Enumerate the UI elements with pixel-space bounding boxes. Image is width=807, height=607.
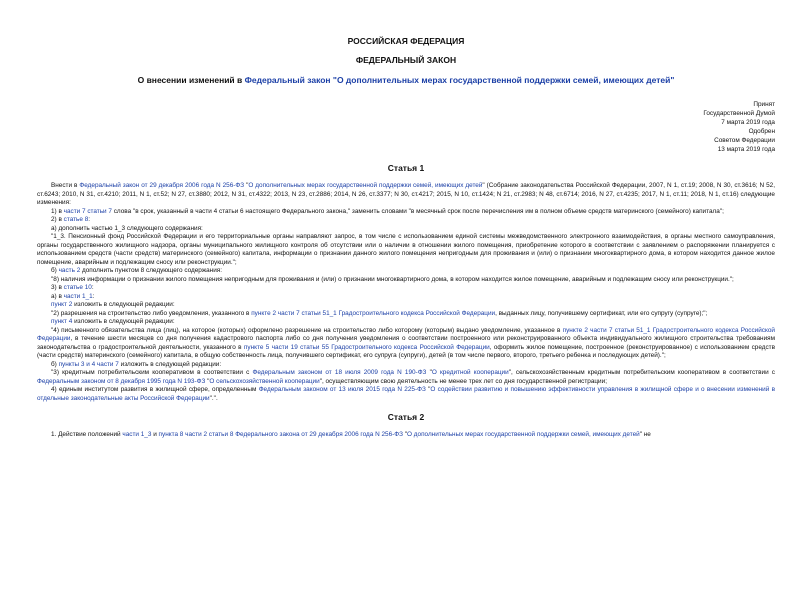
law-link[interactable]: пункта 8 части 2 статьи 8 Федерального закона от 29 декабря 2006 года N 256-ФЗ — [158, 431, 403, 438]
law-link[interactable]: пункте 5 части 19 статьи 55 Градостроительного кодекса Российской Федерации — [243, 343, 490, 351]
law-link[interactable]: части 1_3 — [122, 431, 152, 438]
law-document — [0, 36, 807, 607]
accepted-line: Государственной Думой — [703, 110, 775, 117]
law-link[interactable]: Федеральный закон от 29 декабря 2006 года N 256-ФЗ — [79, 182, 245, 189]
federation-heading: РОССИЙСКАЯ ФЕДЕРАЦИЯ — [347, 36, 465, 46]
adoption-info — [37, 100, 775, 154]
paragraph: 3) в статье 10: — [51, 284, 94, 291]
paragraph: 4) единым институтом развития в жилищной сфере, определенным Федеральным законом от 13 июля 2015 года N 225-ФЗ "О содействии развитию и повышению эффективности управления в жилищной сфере и о внесении изменений в отдельные законодательные акты Российской Федерации".". — [37, 386, 776, 402]
law-link[interactable]: Федеральным законом от 8 декабря 1995 года N 193-ФЗ — [37, 377, 206, 385]
law-link[interactable]: О содействии развитию и повышению эффективности управления в жилищной сфере и о внесении изменений в отдельные законодательные акты Российской Федерации — [37, 386, 776, 402]
law-link[interactable]: пункт 4 — [51, 318, 73, 325]
title-law-link[interactable]: Федеральный закон "О дополнительных мерах государственной поддержки семей, имеющих детей" — [244, 75, 675, 85]
article-2-heading: Статья 2 — [387, 412, 425, 422]
accepted-line: Советом Федерации — [714, 137, 775, 144]
accepted-line: 13 марта 2019 года — [717, 146, 775, 153]
paragraph: а) в части 1_1: — [51, 292, 95, 300]
law-link[interactable]: пункты 3 и 4 части 7 — [58, 360, 119, 368]
law-link[interactable]: Федеральным законом от 13 июля 2015 года N 225-ФЗ — [258, 386, 426, 393]
paragraph: Внести в Федеральный закон от 29 декабря 2006 года N 256-ФЗ "О дополнительных мерах государственной поддержки семей, имеющих детей" (Собрание законодательства Российской Федерации, 2007, N 1, ст.19; 2008, N 30, ст.3616; N 52, ст.6243; 2010, N 31, ст.4210; 2011, N 1, ст.52; N 27, ст.3880; 2012, N 31, ст.4322; 2013, N 23, ст.2886; 2014, N 26, ст.3377; N 30, ст.4217; 2015, N 10, ст.1424; N 21, ст.2983; N 48, ст.6714; 2016, N 27, ст.4235; 2017, N 1, ст.11; 2018, N 1, ст.16) следующие изменения: — [37, 182, 775, 206]
law-link[interactable]: О дополнительных мерах государственной поддержки семей, имеющих детей — [407, 431, 640, 438]
document-title: О внесении изменений в Федеральный закон "О дополнительных мерах государственной поддержки семей, имеющих детей" — [137, 75, 675, 85]
paragraph: 1) в части 7 статьи 7 слова "в срок, указанный в части 4 статьи 6 настоящего Федерального закона," заменить словами "в месячный срок после перечисления им в полном объеме средств материнского (семейного) капитала"; — [51, 207, 724, 215]
law-link[interactable]: статье 8 — [63, 216, 89, 223]
law-link[interactable]: О кредитной кооперации — [431, 369, 509, 376]
law-link[interactable]: пункте 2 части 7 статьи 51_1 Градостроительного кодекса Российской Федерации — [251, 309, 496, 317]
law-link[interactable]: О сельскохозяйственной кооперации — [209, 377, 320, 385]
paragraph: "4) письменного обязательства лица (лиц), на которое (которых) оформлено разрешение на строительство либо которому (которым) выдано уведомление, указанное в пункте 2 части 7 статьи 51_1 Градостроительного кодекса Российской Федерации, в течение шести месяцев со дня получения кадастрового паспорта либо со дня получения уведомления о соответствии построенного или реконструированного объекта индивидуального жилищного строительства требованиям законодательства о градостроительной деятельности, указанного в пункте 5 части 19 статьи 55 Градостроительного кодекса Российской Федерации, оформить жилое помещение, построенное (реконструированное) с использованием средств (части средств) материнского (семейного) капитала, в общую собственность лица, получившего сертификат, его супруга (супруги), детей (в том числе первого, второго, третьего ребенка и последующих детей)."; — [37, 326, 775, 359]
law-link[interactable]: Федеральным законом от 18 июля 2009 года N 190-ФЗ — [252, 369, 427, 376]
law-link[interactable]: части 7 статьи 7 — [63, 207, 112, 215]
paragraph: а) дополнить частью 1_3 следующего содержания: — [51, 224, 203, 232]
paragraph: 1. Действие положений части 1_3 и пункта 8 части 2 статьи 8 Федерального закона от 29 декабря 2006 года N 256-ФЗ "О дополнительных мерах государственной поддержки семей, имеющих детей" не — [51, 431, 651, 438]
paragraph: "2) разрешения на строительство либо уведомления, указанного в пункте 2 части 7 статьи 51_1 Градостроительного кодекса Российской Федерации, выданных лицу, получившему сертификат, или его супругу (супруге);"; — [51, 309, 708, 317]
accepted-line: Одобрен — [748, 128, 775, 135]
law-link[interactable]: пункт 2 — [51, 301, 73, 308]
article-1-heading: Статья 1 — [387, 163, 425, 173]
paragraph: пункт 4 изложить в следующей редакции: — [51, 318, 175, 325]
law-link[interactable]: статье 10 — [63, 284, 92, 291]
law-link[interactable]: часть 2 — [58, 267, 81, 274]
accepted-line: Принят — [753, 101, 775, 108]
paragraph: 2) в статье 8: — [51, 216, 91, 223]
law-link[interactable]: пункте 2 части 7 статьи 51_1 Градостроительного кодекса Российской Федерации — [37, 326, 775, 342]
paragraph: пункт 2 изложить в следующей редакции: — [51, 301, 175, 308]
accepted-line: 7 марта 2019 года — [721, 119, 775, 126]
paragraph: б) пункты 3 и 4 части 7 изложить в следующей редакции: — [51, 360, 222, 368]
law-type-heading: ФЕДЕРАЛЬНЫЙ ЗАКОН — [355, 55, 457, 65]
paragraph: "3) кредитным потребительским кооперативом в соответствии с Федеральным законом от 18 июля 2009 года N 190-ФЗ "О кредитной кооперации", сельскохозяйственным кредитным потребительским кооперативом в соответствии с Федеральным законом от 8 декабря 1995 года N 193-ФЗ "О сельскохозяйственной кооперации", осуществляющим свою деятельность не менее трех лет со дня государственной регистрации; — [37, 369, 775, 385]
paragraph: "8) наличия информации о признании жилого помещения непригодным для проживания и (или) о признании многоквартирного дома, в котором находится жилое помещение, аварийным и подлежащим сносу или реконструкции."; — [51, 275, 734, 283]
law-link[interactable]: О дополнительных мерах государственной поддержки семей, имеющих детей — [248, 182, 483, 189]
paragraph: "1_3. Пенсионный фонд Российской Федерации и его территориальные органы направляют запрос, в том числе с использованием единой системы межведомственного электронного взаимодействия, в органы местного самоуправления, органы государственного жилищного надзора, органы муниципального жилищного контроля об отсутствии или о наличии в отношении жилого помещения, приобретение которого в соответствии с заявлением о распоряжении планируется с использованием средств (части средств) материнского (семейного) капитала, информации о признании данного жилого помещения непригодным для проживания и (или) о признании многоквартирного дома, в котором находится данное жилое помещение, аварийным и подлежащим сносу или реконструкции."; — [37, 233, 775, 266]
paragraph: б) часть 2 дополнить пунктом 8 следующего содержания: — [51, 267, 223, 274]
law-link[interactable]: части 1_1 — [63, 292, 93, 300]
